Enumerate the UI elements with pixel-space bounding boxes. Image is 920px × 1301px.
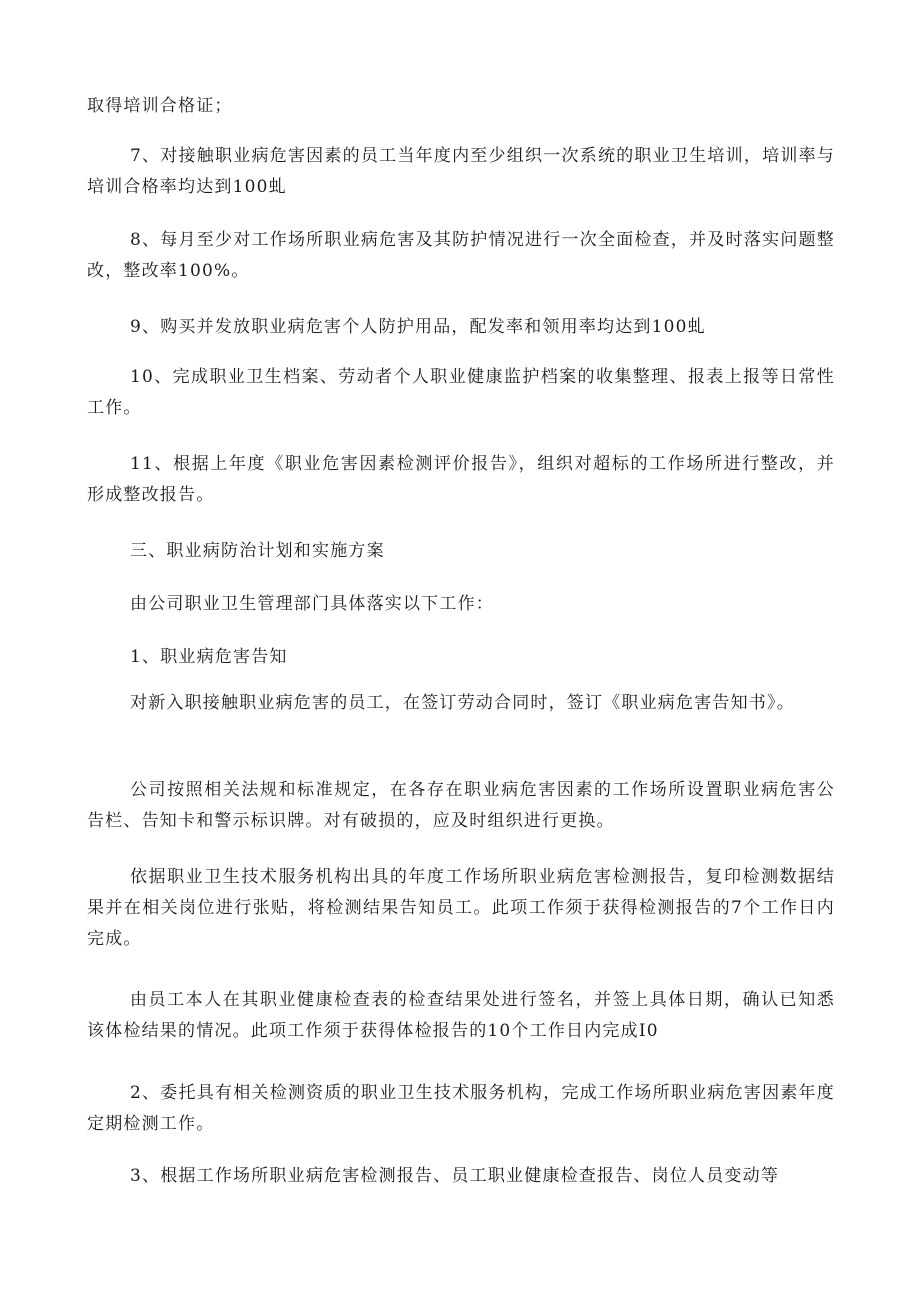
paragraph-item-9: 9、购买并发放职业病危害个人防护用品，配发率和领用率均达到100虬	[130, 317, 706, 337]
paragraph-item-3: 3、根据工作场所职业病危害检测报告、员工职业健康检查报告、岗位人员变动等	[130, 1166, 780, 1186]
paragraph-item-11: 11、根据上年度《职业危害因素检测评价报告》，组织对超标的工作场所进行整改，并形成整改报告。	[87, 454, 835, 505]
paragraph-item-7: 7、对接触职业病危害因素的员工当年度内至少组织一次系统的职业卫生培训，培训率与培训合格率均达到100虬	[87, 146, 835, 197]
paragraph-health-check-sign: 由员工本人在其职业健康检查表的检查结果处进行签名，并签上具体日期，确认已知悉该体检结果的情况。此项工作须于获得体检报告的10个工作日内完成I0	[87, 990, 835, 1041]
paragraph-item-10: 10、完成职业卫生档案、劳动者个人职业健康监护档案的收集整理、报表上报等日常性工作。	[87, 367, 835, 418]
paragraph-item-8: 8、每月至少对工作场所职业病危害及其防护情况进行一次全面检查，并及时落实问题整改，整改率100%。	[87, 230, 835, 281]
paragraph-training-certificate: 取得培训合格证；	[87, 96, 233, 116]
section-heading-3: 三、职业病防治计划和实施方案	[130, 541, 385, 561]
paragraph-detection-report: 依据职业卫生技术服务机构出具的年度工作场所职业病危害检测报告，复印检测数据结果并在相关岗位进行张贴，将检测结果告知员工。此项工作须于获得检测报告的7个工作日内完成。	[87, 867, 835, 949]
paragraph-item-2: 2、委托具有相关检测资质的职业卫生技术服务机构，完成工作场所职业病危害因素年度定期检测工作。	[87, 1083, 835, 1134]
subheading-1: 1、职业病危害告知	[130, 647, 288, 667]
paragraph-notice-board: 公司按照相关法规和标准规定，在各存在职业病危害因素的工作场所设置职业病危害公告栏、告知卡和警示标识牌。对有破损的，应及时组织进行更换。	[87, 780, 835, 831]
paragraph-intro: 由公司职业卫生管理部门具体落实以下工作：	[130, 594, 494, 614]
paragraph-new-employee-notice: 对新入职接触职业病危害的员工，在签订劳动合同时，签订《职业病危害告知书》。	[130, 693, 795, 713]
